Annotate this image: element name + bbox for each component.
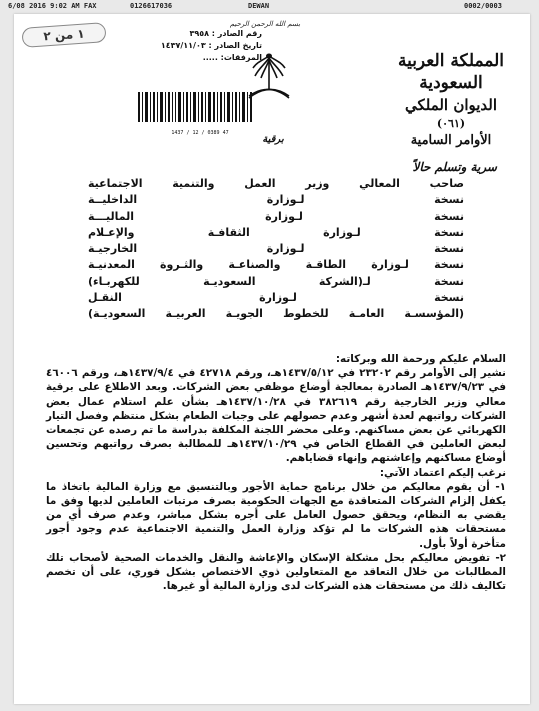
addressee-copy: نسخة لـوزارة الداخليــة xyxy=(88,193,464,207)
letter-body xyxy=(46,352,506,593)
saudi-emblem-icon xyxy=(245,52,293,110)
barcode-icon xyxy=(136,92,256,127)
body-paragraph: ١- أن يقوم معاليكم من خلال برنامج حماية الأجور وبالتنسيق مع وزارة المالية باتخاذ ما يكفل إلزام الشركات المتعاقدة مع الجهات الحكومية بصرف مرتبات العاملين لديها وفق ما يقضي به النظام، ويحقق حصول العامل على أجره بشكل مباشر، وعدم صرف أي من مستحقات هذه الشركات ما لم تؤكد وزارة العمل والتنمية الاجتماعية عدم وجود أجور متأخرة أولاً بأول. xyxy=(46,480,506,550)
addressee-copy: نسخة لـوزارة النقـل xyxy=(88,291,464,305)
body-paragraph: نشير إلى الأوامر رقم ٢٣٢٠٢ في ١٤٣٧/٥/١٢هـ، ورقم ٤٢٧١٨ في ١٤٣٧/٩/٤هـ، ورقم ٤٦٠٠٦ في ١٤٣٧/٩/٢٣هـ الصادرة بمعالجة أوضاع موظفي بعض الشركات. وبعد الاطلاع على برقية معالي وزير الخارجية رقم ٣٨٢٦١٩ في ١٤٣٧/١٠/٢٨هـ بشأن علم استلام عمال بعض الشركات رواتبهم لعدة أشهر وعدم حصولهم على وجبات الطعام بشكل منتظم وفصل التيار الكهربائي عن بعض مساكنهم. وعلى محضر اللجنة المكلفة بدراسة ما تم رصده عن تجمعات لبعض العاملين في القطاع الخاص في ١٤٣٧/١٠/٢٩هـ للمطالبة بصرف رواتبهم وتحسين أوضاع مساكنهم وإعاشتهم وإنهاء قضاياهم. xyxy=(46,367,506,465)
addressee-copy: نسخة لـوزارة الطاقـة والصناعـة والثـروة المعدنيـة xyxy=(88,258,464,272)
royal-orders-dept: الأوامر السامية xyxy=(410,133,492,148)
reference-attachments: المرفقات: ..... xyxy=(202,53,262,62)
royal-court: الديوان الملكي xyxy=(404,96,498,114)
addressee-copy: (المؤسسـة العامـة للخطوط الجويـة العربيـة السعوديـة) xyxy=(88,307,464,321)
reference-block xyxy=(132,28,262,88)
basmala: بسم الله الرحمن الرحيم xyxy=(229,20,301,28)
document-type: برقية xyxy=(262,134,284,145)
addressee-copy: نسخة لـوزارة الثقافـة والإعـلام xyxy=(88,225,464,239)
fax-header xyxy=(8,2,528,12)
page-stamp: ١ من ٢ xyxy=(21,22,106,48)
addressee-copy: نسخة لـوزارة الماليـــة xyxy=(88,209,464,223)
fax-page-count: 0002/0003 xyxy=(464,2,502,10)
body-paragraph: ٢- تفويض معاليكم بحل مشكلة الإسكان والإعاشة والنقل والخدمات الصحية لأصحاب تلك المطالبات من خلال التعاقد مع المتعاولين ذوي الاختصاص بشكل فوري، على أن تخصم تكاليف ذلك من مستحقات هذه الشركات لدى وزارة المالية أو غيرها. xyxy=(46,551,506,593)
fax-datetime: 6/08 2016 9:02 AM FAX xyxy=(8,2,97,10)
kingdom-name: المملكة العربية السعودية xyxy=(397,51,505,93)
addressee-copy: نسخة لـ(الشركة السعوديـة للكهربـاء) xyxy=(88,274,464,288)
body-paragraph: نرغب إليكم اعتماد الآتي: xyxy=(379,466,506,479)
reference-date: تاريخ الصادر : ١٤٣٧/١١/٠٣ xyxy=(160,41,262,50)
barcode-number: 1437 / 12 / 0389 47 xyxy=(171,130,229,136)
office-code: (٠٦١) xyxy=(436,117,466,130)
greeting: السلام عليكم ورحمة الله وبركاته: xyxy=(335,353,506,365)
fax-sender: DEWAN xyxy=(248,2,270,10)
reference-number: رقم الصادر : ٣٩٥٨ xyxy=(189,29,262,38)
addressee-copy: نسخة لـوزارة الخارجيـة xyxy=(88,242,464,256)
kingdom-letterhead xyxy=(381,50,521,150)
fax-number: 0126617036 xyxy=(130,2,173,10)
classification-label: سرية وتسلم حالاً xyxy=(412,160,497,174)
addressee-primary: صاحب المعالي وزير العمل والتنمية الاجتماعية xyxy=(88,177,464,190)
addressee-list xyxy=(88,176,464,323)
